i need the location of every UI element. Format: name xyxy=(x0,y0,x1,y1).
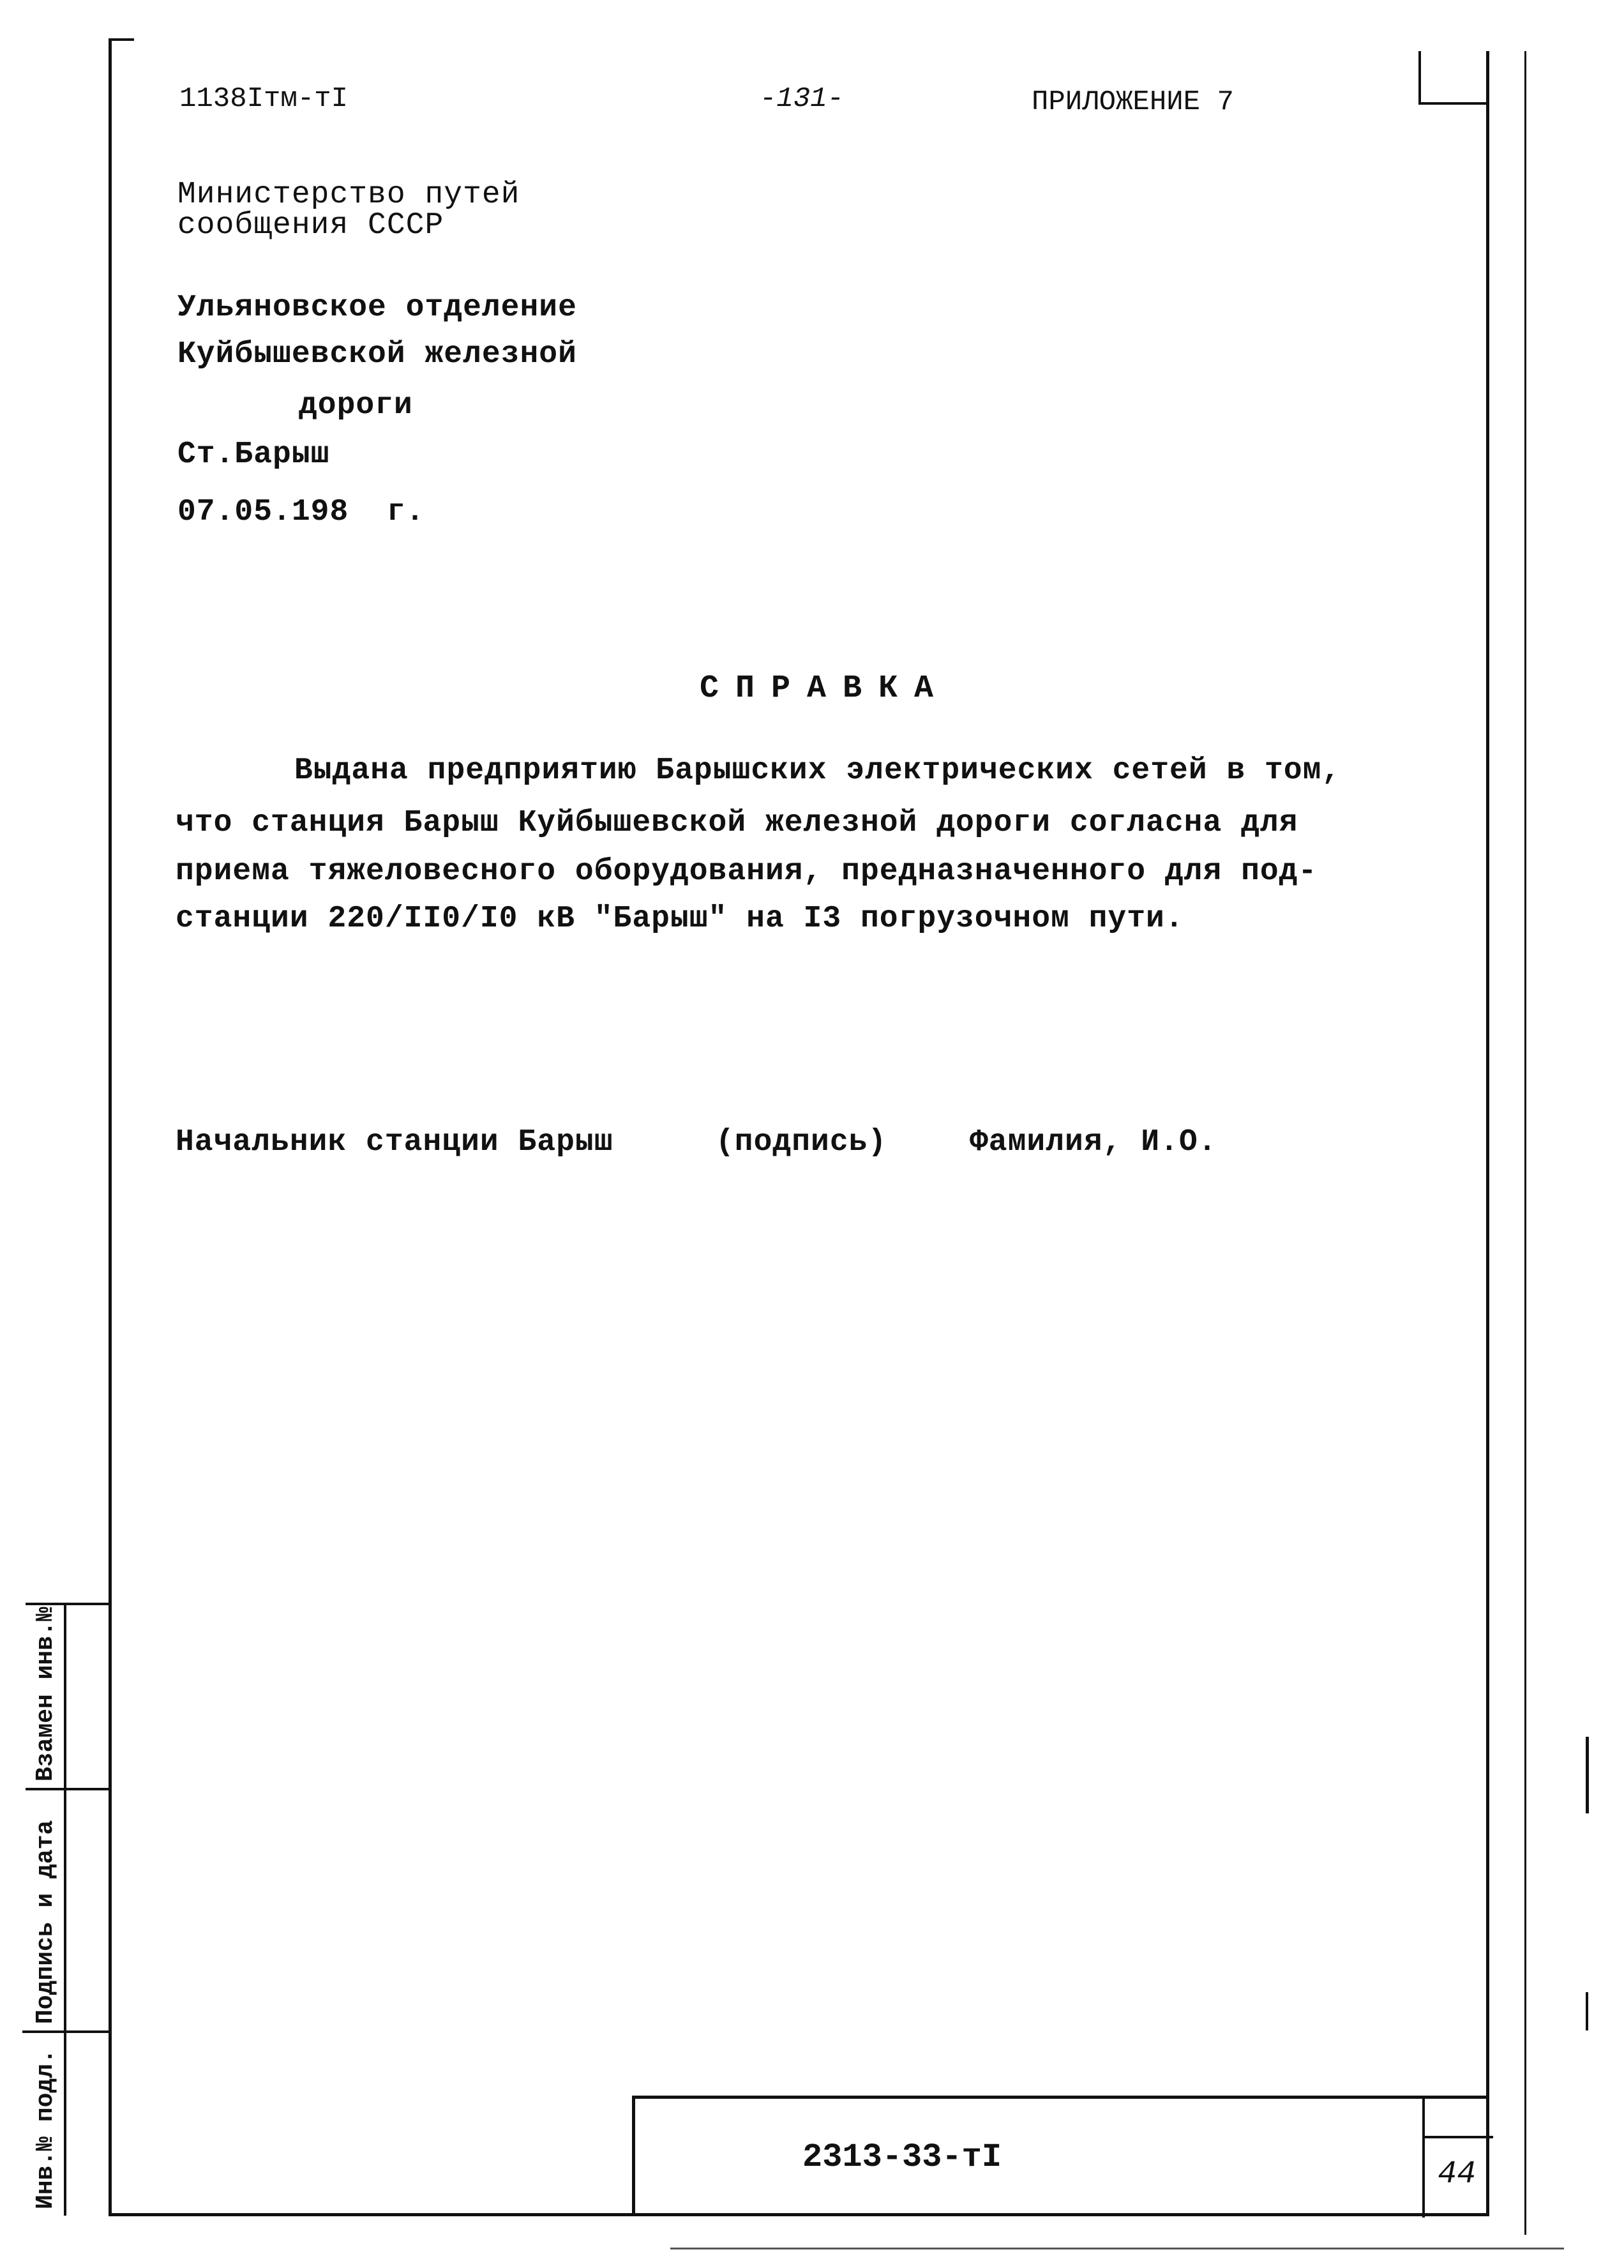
scan-mark xyxy=(1586,1737,1589,1813)
ministry-line-1: Министерство путей xyxy=(177,178,520,212)
frame-top-corner xyxy=(109,38,134,41)
outer-right-line xyxy=(1524,51,1526,2235)
sheet-cell-divider xyxy=(1425,2136,1493,2138)
title-block xyxy=(632,2096,1487,2214)
margin-signature-date: Подпись и дата xyxy=(32,1820,59,2024)
page-number: -131- xyxy=(760,83,845,115)
station-name: Ст.Барыш xyxy=(177,437,330,472)
corner-mark-v xyxy=(1418,51,1421,103)
signature-placeholder: (подпись) xyxy=(716,1125,887,1160)
margin-inv-original: Инв.№ подл. xyxy=(32,2049,59,2209)
document-number: 2313-33-тI xyxy=(802,2138,1002,2176)
corner-mark-h xyxy=(1418,102,1487,105)
sheet-cell xyxy=(1422,2099,1491,2218)
margin-stamp-inner-line xyxy=(64,1603,66,2216)
paragraph-line-2: что станция Барыш Куйбышевской железной дороги согласна для xyxy=(176,806,1298,840)
division-line-1: Ульяновское отделение xyxy=(177,291,577,325)
margin-stamp-divider xyxy=(22,2030,112,2033)
paragraph-line-4: станции 220/II0/I0 кВ "Барыш" на I3 погрузочном пути. xyxy=(176,902,1184,936)
frame-right-border xyxy=(1486,51,1489,2216)
margin-replaces-inv: Взамен инв.№ xyxy=(32,1606,59,1781)
scan-mark xyxy=(1586,1992,1588,2030)
paragraph-line-1: Выдана предприятию Барышских электрических сетей в том, xyxy=(294,753,1341,788)
sheet-number: 44 xyxy=(1438,2156,1477,2193)
frame-left-border xyxy=(109,38,112,2216)
margin-stamp-divider xyxy=(26,1603,112,1605)
appendix-label: ПРИЛОЖЕНИЕ 7 xyxy=(1032,86,1234,118)
signatory-name: Фамилия, И.О. xyxy=(970,1125,1217,1160)
ministry-line-2: сообщения СССР xyxy=(177,208,444,243)
paragraph-line-3: приема тяжеловесного оборудования, предназначенного для под- xyxy=(176,854,1318,889)
date: 07.05.198 г. xyxy=(177,495,425,529)
document-code: 1138Iтм-тI xyxy=(179,83,349,115)
division-line-3: дороги xyxy=(299,388,413,423)
margin-stamp-divider xyxy=(26,1788,112,1790)
signatory-position: Начальник станции Барыш xyxy=(176,1125,613,1160)
document-title: СПРАВКА xyxy=(700,670,951,707)
division-line-2: Куйбышевской железной xyxy=(177,337,577,372)
scan-bottom-line xyxy=(670,2248,1564,2249)
